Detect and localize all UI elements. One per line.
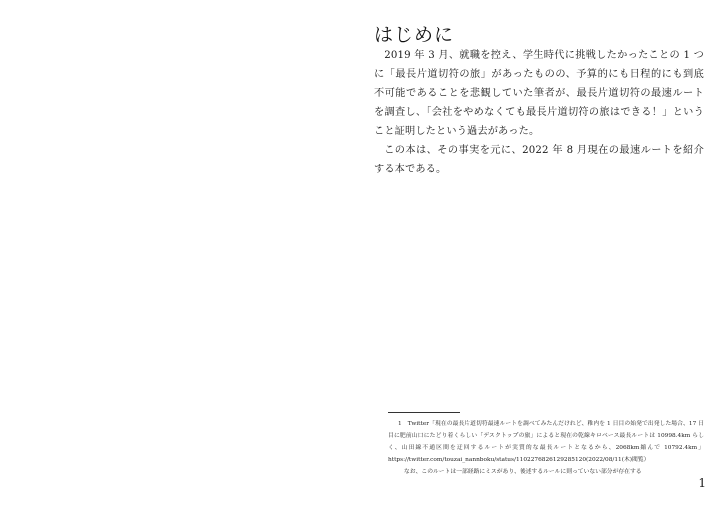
body-text	[374, 46, 704, 179]
footnote-number: 1	[398, 421, 402, 427]
page-number: 1	[698, 476, 706, 490]
footnote-entry	[388, 418, 704, 466]
footnote-divider	[388, 412, 460, 413]
paragraph: 2019 年 3 月、就職を控え、学生時代に挑戦したかったことの 1 つに「最長片道切符の旅」があったものの、予算的にも日程的にも到底不可能であることを悲観していた筆者が、最長片道切符の最速ルートを調査し、「会社をやめなくても最長片道切符の旅はできる！」ということ証明したという過去があった。	[374, 50, 704, 137]
footnote	[388, 418, 704, 478]
text-column	[374, 0, 704, 516]
footnote-note-text: なお、このルートは一部経路にミスがあり、後述するルールに則っていない部分が存在する	[404, 469, 642, 475]
paragraph: この本は、その事実を元に、2022 年 8 月現在の最速ルートを紹介する本である。	[374, 145, 704, 175]
footnote-text: Twitter「現在の最長片道切符最速ルートを調べてみたんだけれど、稚内を 1 日目の始発で出発した場合、17 日目に肥前山口にたどり着くらしい「デスクトップの旅」によると現在の乾線キロベース最長ルートは 10998.4km らしく、山田線不通区間を迂回するルートが実質的な最長ルートとなるから、2068km縮んで 10792.4km」https://twitter.com/touzai_nannboku/status/1102276826129285120(2022/08/11(木)閲覧）	[388, 421, 704, 463]
footnote-note	[388, 466, 704, 478]
section-heading: はじめに	[374, 24, 455, 46]
